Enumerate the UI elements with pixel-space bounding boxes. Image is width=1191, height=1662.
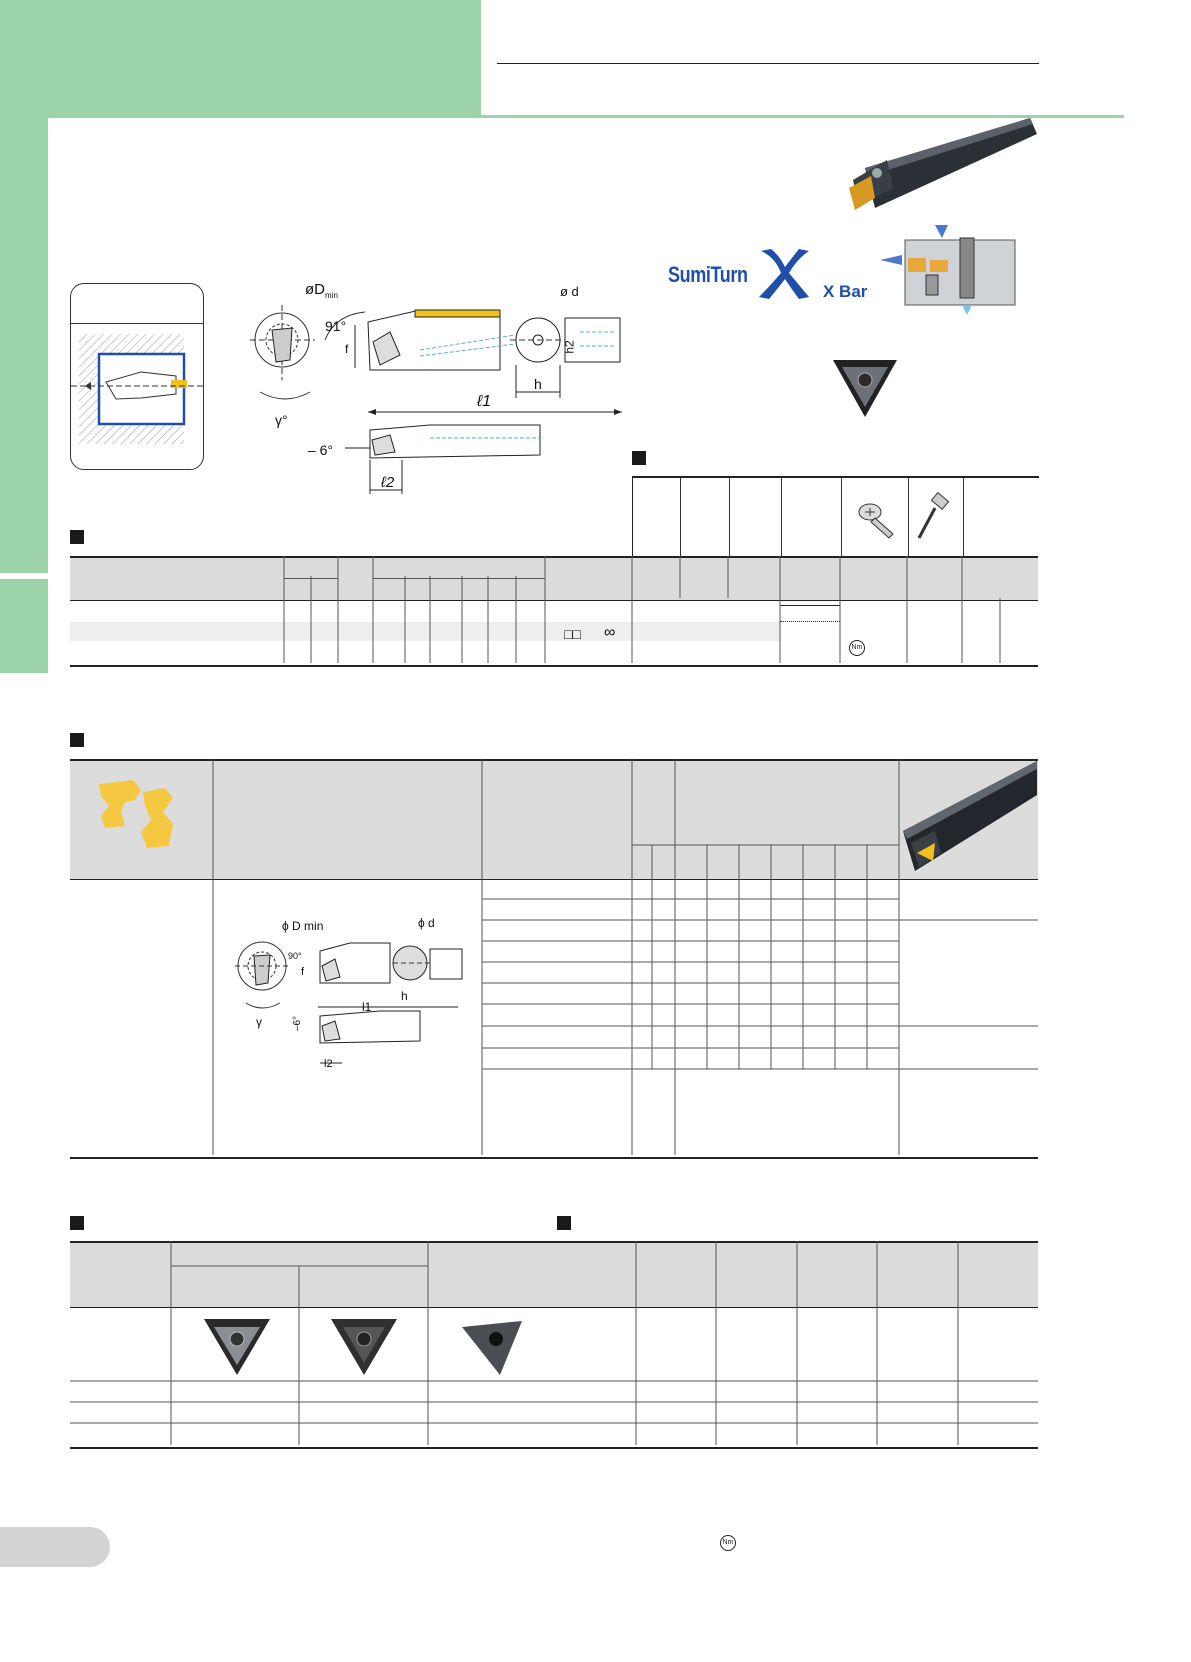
sidebar-green-bottom [0, 579, 48, 673]
vline [908, 478, 909, 558]
application-grid [70, 759, 1038, 1155]
wrench-icon [913, 492, 957, 542]
label-l2: ℓ2 [381, 474, 395, 491]
footer-torque-icon: Nm [720, 1535, 736, 1551]
app-label-l2: l2 [324, 1058, 333, 1070]
label-d: ø d [560, 284, 579, 299]
header-rule [497, 63, 1039, 64]
sumiturn-logo [665, 245, 875, 305]
label-l1: ℓ1 [477, 393, 492, 410]
coolant-diagram [880, 220, 1020, 315]
x-logo-icon [753, 247, 813, 303]
label-angle-91: 91° [325, 318, 347, 334]
section-marker-specs [70, 530, 84, 544]
conditions-grid [556, 1241, 1038, 1445]
screw-icon [855, 498, 899, 542]
label-gamma: γ° [275, 412, 288, 428]
app-label-gamma: γ [256, 1015, 262, 1029]
torque-icon: Nm [849, 640, 865, 656]
tool-holder-photo [845, 118, 1045, 213]
vline [841, 478, 842, 558]
label-d-min-sub: min [325, 291, 338, 300]
spare-parts-header [632, 476, 1039, 558]
section-marker-parts [632, 451, 646, 465]
square-pair-icon: □□ [564, 626, 581, 642]
section-marker-conditions [557, 1216, 571, 1230]
app-label-f: f [301, 966, 305, 978]
label-h: h [534, 376, 542, 392]
page-number-tab [0, 1527, 110, 1567]
app-label-d-min: ϕ D min [282, 919, 324, 933]
app-label-h: h [401, 989, 408, 1003]
label-neg6: – 6° [308, 442, 334, 458]
insert-grid [70, 1241, 556, 1445]
boring-illustration [71, 324, 203, 469]
section-marker-applications [70, 733, 84, 747]
app-label-neg6: –6° [292, 1015, 304, 1032]
vline [680, 478, 681, 558]
label-d-min [305, 281, 338, 300]
header-green-left [0, 0, 481, 118]
label-f: f [345, 342, 349, 356]
vline [963, 478, 964, 558]
app-label-d: ϕ d [418, 916, 435, 930]
sidebar-green-top [0, 118, 48, 573]
section-marker-inserts [70, 1216, 84, 1230]
insert-triangle-icon [830, 355, 900, 420]
vline [729, 478, 730, 558]
brand-left-text: SumiTurn [668, 262, 748, 287]
app-label-90: 90° [288, 951, 302, 961]
brand-right-text: X Bar [823, 282, 868, 301]
application-box [70, 283, 204, 470]
vline [781, 478, 782, 558]
spec-grid [70, 556, 1038, 663]
infinity-icon: ∞ [604, 624, 616, 641]
app-label-l1: l1 [362, 1000, 372, 1014]
label-d-min-text: øD [305, 281, 325, 298]
label-h2: h2 [562, 340, 577, 354]
tool-dimension-drawing [240, 280, 640, 495]
